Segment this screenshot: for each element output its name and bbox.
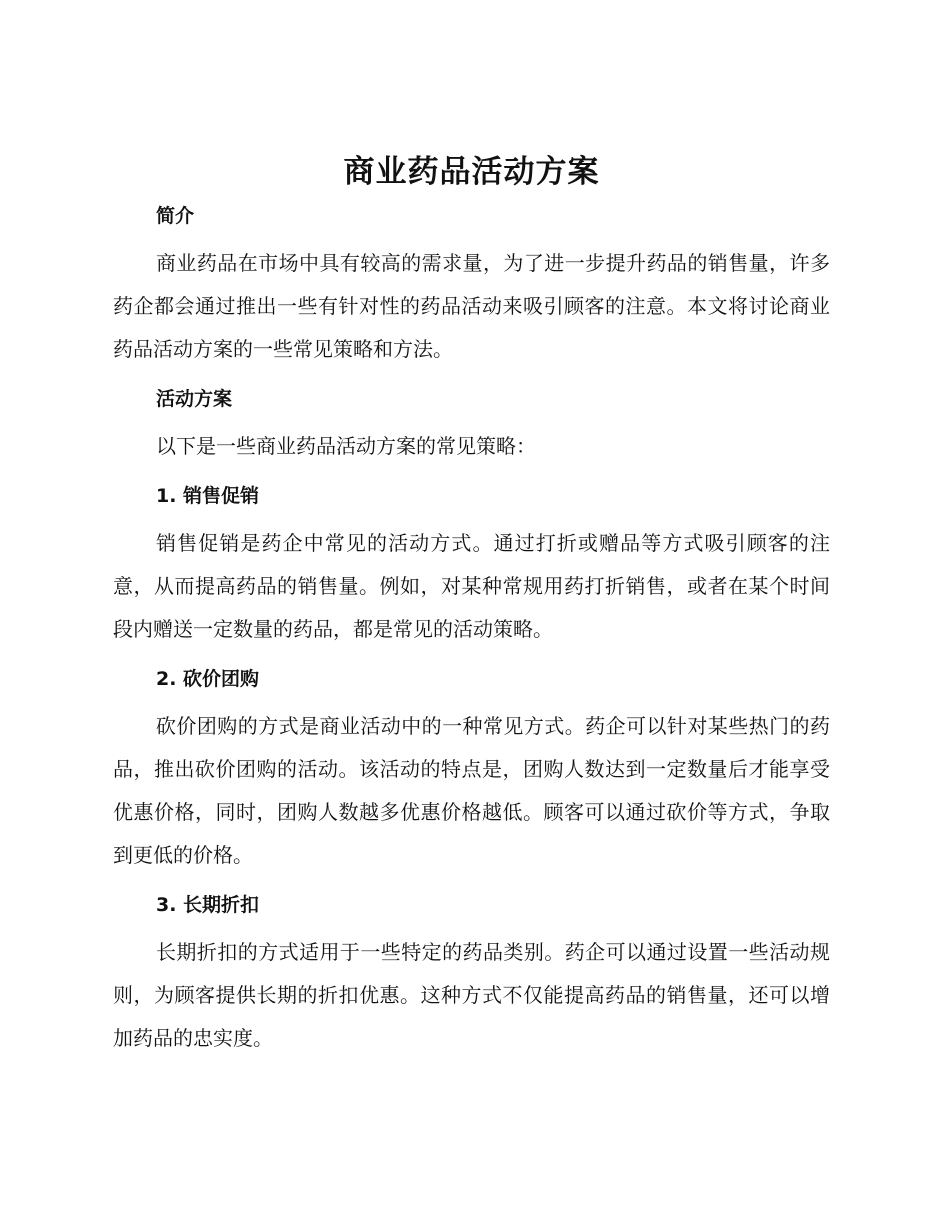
section-heading-long-term-discount: 3. 长期折扣 [156, 894, 260, 916]
section-heading-sales-promotion: 1. 销售促销 [156, 485, 260, 507]
section-group-buy [113, 665, 830, 877]
section-long-term-discount [113, 891, 830, 1060]
section-paragraph-sales-promotion: 销售促销是药企中常见的活动方式。通过打折或赠品等方式吸引顾客的注意，从而提高药品的销售量。例如，对某种常规用药打折销售，或者在某个时间段内赠送一定数量的药品，都是常见的活动策略。 [113, 531, 830, 641]
section-intro [113, 202, 830, 371]
section-paragraph-group-buy: 砍价团购的方式是商业活动中的一种常见方式。药企可以针对某些热门的药品，推出砍价团购的活动。该活动的特点是，团购人数达到一定数量后才能享受优惠价格，同时，团购人数越多优惠价格越低。顾客可以通过砍价等方式，争取到更低的价格。 [113, 714, 830, 867]
section-paragraph-long-term-discount: 长期折扣的方式适用于一些特定的药品类别。药企可以通过设置一些活动规则，为顾客提供长期的折扣优惠。这种方式不仅能提高药品的销售量，还可以增加药品的忠实度。 [113, 940, 830, 1050]
section-heading-group-buy: 2. 砍价团购 [156, 668, 260, 690]
section-heading-intro: 简介 [156, 205, 195, 227]
section-sales-promotion [113, 482, 830, 651]
document-title: 商业药品活动方案 [343, 154, 600, 190]
section-plan [113, 385, 830, 468]
section-paragraph-intro: 商业药品在市场中具有较高的需求量，为了进一步提升药品的销售量，许多药企都会通过推出一些有针对性的药品活动来吸引顾客的注意。本文将讨论商业药品活动方案的一些常见策略和方法。 [113, 251, 830, 361]
section-paragraph-plan: 以下是一些商业药品活动方案的常见策略： [156, 434, 536, 458]
section-heading-plan: 活动方案 [156, 388, 233, 410]
